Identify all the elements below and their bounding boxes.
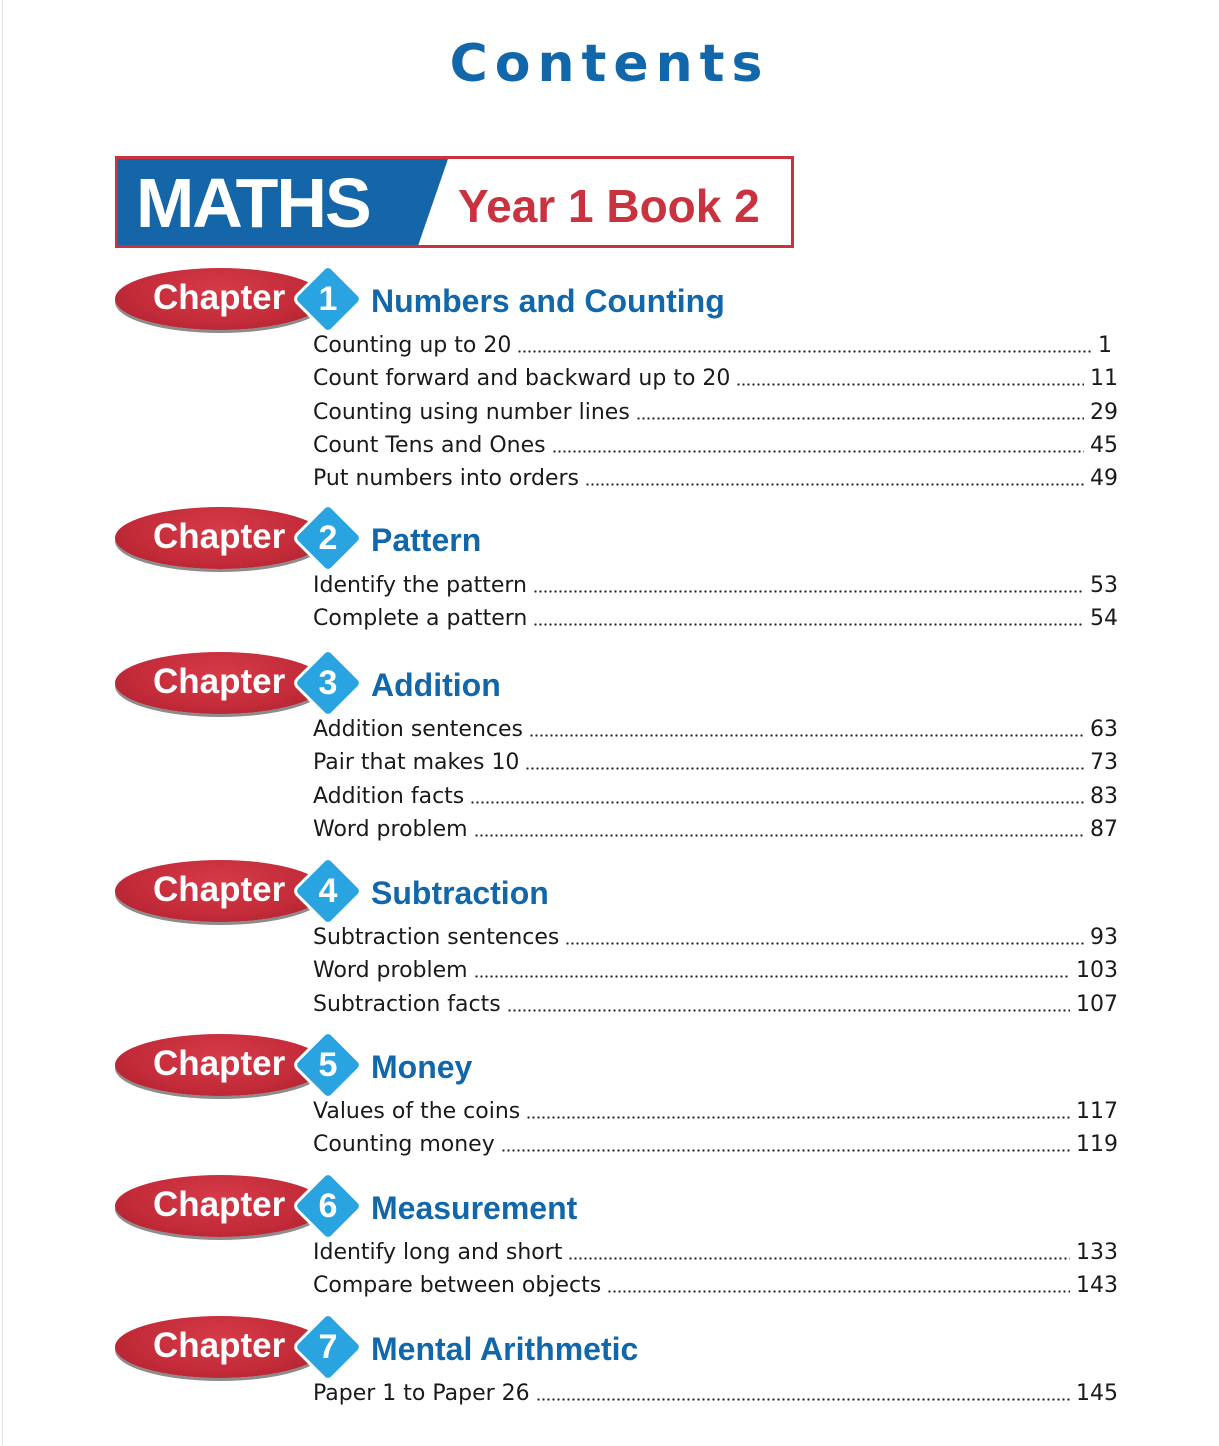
entry-label: Subtraction facts <box>313 991 501 1017</box>
chapter-number: 3 <box>318 664 338 702</box>
toc-entry[interactable] <box>313 362 1118 395</box>
entry-page: 54 <box>1090 606 1118 632</box>
chapter-label: Chapter <box>153 278 286 317</box>
dot-leader <box>568 1239 1070 1261</box>
chapter-number: 6 <box>318 1187 338 1225</box>
dot-leader <box>585 465 1084 487</box>
chapter-label: Chapter <box>153 870 286 909</box>
chapter-entries-4 <box>313 921 1118 1021</box>
dot-leader <box>474 816 1084 838</box>
dot-leader <box>552 432 1084 454</box>
entry-page: 49 <box>1090 466 1118 492</box>
chapter-number: 1 <box>318 280 338 318</box>
entry-label: Addition facts <box>313 783 465 809</box>
chapter-title: Mental Arithmetic <box>371 1331 639 1367</box>
toc-entry[interactable] <box>313 602 1118 635</box>
chapter-title: Addition <box>371 667 501 703</box>
chapter-entries-6 <box>313 1236 1118 1303</box>
dot-leader <box>536 1380 1070 1402</box>
entry-page: 145 <box>1076 1381 1118 1406</box>
entry-page: 117 <box>1076 1099 1118 1124</box>
chapter-header-7 <box>115 1316 815 1382</box>
dot-leader <box>517 332 1092 354</box>
dot-leader <box>565 924 1084 946</box>
toc-entry[interactable] <box>313 813 1118 846</box>
banner-subject: MATHS <box>136 164 370 242</box>
entry-label: Compare between objects <box>313 1273 602 1299</box>
dot-leader <box>607 1272 1070 1294</box>
entry-page: 29 <box>1090 399 1118 425</box>
chapter-number: 7 <box>318 1328 338 1366</box>
chapter-header-5 <box>115 1034 815 1100</box>
chapter-title: Measurement <box>371 1190 578 1226</box>
toc-entry[interactable] <box>313 746 1118 779</box>
entry-label: Paper 1 to Paper 26 <box>313 1381 530 1406</box>
entry-page: 143 <box>1076 1273 1118 1299</box>
dot-leader <box>529 716 1084 738</box>
entry-label: Addition sentences <box>313 717 523 742</box>
chapter-header-3 <box>115 652 815 718</box>
toc-entry[interactable] <box>313 1377 1118 1410</box>
chapter-entries-1 <box>313 329 1118 495</box>
chapter-entries-3 <box>313 713 1118 846</box>
chapter-label: Chapter <box>153 1044 286 1083</box>
entry-page: 11 <box>1090 366 1118 392</box>
chapter-number: 2 <box>318 519 338 557</box>
banner-book: Year 1 Book 2 <box>458 180 760 232</box>
chapter-label: Chapter <box>153 1185 286 1224</box>
entry-label: Word problem <box>313 958 468 984</box>
entry-label: Identify long and short <box>313 1240 563 1265</box>
entry-page: 87 <box>1090 816 1118 842</box>
chapter-title: Pattern <box>371 522 482 558</box>
toc-entry[interactable] <box>313 1095 1118 1128</box>
chapter-label: Chapter <box>153 517 286 556</box>
page-title: Contents <box>449 34 770 94</box>
entry-page: 45 <box>1090 432 1118 458</box>
entry-label: Count Tens and Ones <box>313 432 546 458</box>
toc-entry[interactable] <box>313 713 1118 746</box>
entry-label: Values of the coins <box>313 1099 521 1124</box>
toc-entry[interactable] <box>313 396 1118 429</box>
dot-leader <box>636 399 1084 421</box>
toc-entry[interactable] <box>313 462 1118 495</box>
page-edge <box>2 0 3 1446</box>
toc-entry[interactable] <box>313 329 1118 362</box>
chapter-entries-2 <box>313 569 1118 636</box>
dot-leader <box>474 957 1070 979</box>
book-banner <box>115 156 794 248</box>
chapter-number: 4 <box>318 872 338 910</box>
dot-leader <box>470 783 1084 805</box>
entry-label: Count forward and backward up to 20 <box>313 366 731 392</box>
entry-label: Identify the pattern <box>313 573 527 598</box>
entry-page: 119 <box>1076 1132 1118 1158</box>
chapter-label: Chapter <box>153 1326 286 1365</box>
dot-leader <box>525 749 1084 771</box>
toc-entry[interactable] <box>313 1269 1118 1302</box>
toc-entry[interactable] <box>313 921 1118 954</box>
entry-label: Subtraction sentences <box>313 925 560 950</box>
entry-label: Pair that makes 10 <box>313 750 520 776</box>
entry-page: 73 <box>1090 750 1118 776</box>
dot-leader <box>533 605 1084 627</box>
entry-page: 63 <box>1090 717 1118 742</box>
toc-entry[interactable] <box>313 988 1118 1021</box>
entry-label: Counting money <box>313 1132 495 1158</box>
entry-label: Counting up to 20 <box>313 333 512 358</box>
entry-page: 133 <box>1076 1240 1118 1265</box>
dot-leader <box>526 1098 1070 1120</box>
chapter-header-4 <box>115 860 815 926</box>
toc-entry[interactable] <box>313 954 1118 987</box>
chapter-entries-5 <box>313 1095 1118 1162</box>
entry-page: 53 <box>1090 573 1118 598</box>
chapter-title: Numbers and Counting <box>371 283 725 319</box>
dot-leader <box>501 1131 1070 1153</box>
entry-page: 83 <box>1090 783 1118 809</box>
entry-label: Counting using number lines <box>313 399 630 425</box>
dot-leader <box>736 365 1084 387</box>
entry-page: 107 <box>1076 991 1118 1017</box>
chapter-label: Chapter <box>153 662 286 701</box>
dot-leader <box>507 991 1070 1013</box>
toc-entry[interactable] <box>313 1128 1118 1161</box>
entry-page: 1 <box>1098 333 1112 358</box>
dot-leader <box>533 572 1084 594</box>
toc-entry[interactable] <box>313 429 1118 462</box>
entry-page: 103 <box>1076 958 1118 984</box>
chapter-header-6 <box>115 1175 815 1241</box>
entry-label: Word problem <box>313 816 468 842</box>
chapter-entries-7 <box>313 1377 1118 1410</box>
chapter-header-2 <box>115 507 815 573</box>
toc-entry[interactable] <box>313 569 1118 602</box>
entry-label: Complete a pattern <box>313 606 528 632</box>
toc-entry[interactable] <box>313 1236 1118 1269</box>
chapter-title: Money <box>371 1049 473 1085</box>
toc-entry[interactable] <box>313 780 1118 813</box>
chapter-header-1 <box>115 268 815 334</box>
entry-page: 93 <box>1090 925 1118 950</box>
entry-label: Put numbers into orders <box>313 466 580 492</box>
chapter-title: Subtraction <box>371 875 549 911</box>
chapter-number: 5 <box>318 1046 338 1084</box>
